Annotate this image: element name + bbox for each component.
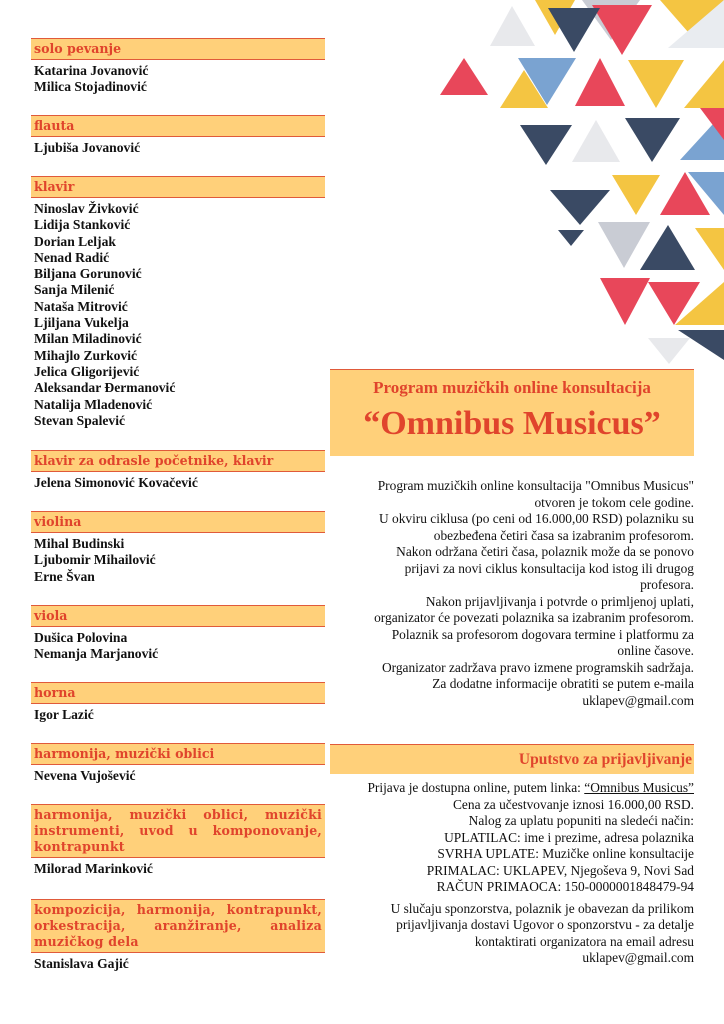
instructions-heading: Uputstvo za prijavljivanje bbox=[330, 744, 694, 774]
category-title: flauta bbox=[31, 115, 325, 137]
teacher-list bbox=[34, 956, 325, 972]
triangle-shape bbox=[598, 222, 650, 268]
instruction-line: RAČUN PRIMAOCA: 150-0000001848479-94 bbox=[436, 879, 694, 894]
instruction-line: Cena za učestvovanje iznosi 16.000,00 RSD. bbox=[453, 796, 694, 812]
teacher-name: Dušica Polovina bbox=[34, 630, 128, 645]
category-title: kompozicija, harmonija, kontrapunkt, orkestracija, aranžiranje, analiza muzičkog dela bbox=[31, 899, 325, 953]
description-line: Nakon prijavljivanja i potvrde o primljenoj uplati, bbox=[425, 593, 694, 609]
description-line: online časove. bbox=[617, 643, 694, 658]
teacher-list bbox=[34, 768, 325, 784]
category-title: solo pevanje bbox=[31, 38, 325, 60]
sponsor-line: U slučaju sponzorstva, polaznik je obavezan da prilikom bbox=[390, 900, 694, 916]
category-section bbox=[31, 899, 325, 972]
triangle-shape bbox=[695, 228, 724, 270]
teacher-list bbox=[34, 63, 325, 96]
teacher-name: Milorad Marinković bbox=[34, 861, 153, 876]
instruction-line: UPLATILAC: ime i prezime, adresa polaznika bbox=[444, 829, 694, 845]
sponsor-line: prijavljivanja dostavi Ugovor o sponzorstvu - za detalje bbox=[396, 917, 694, 932]
teacher-name: Sanja Milenić bbox=[34, 282, 115, 298]
description-line: prijavi za novi ciklus konsultacija kod istog ili drugog bbox=[404, 560, 694, 576]
description-line: otvoren je tokom cele godine. bbox=[534, 494, 694, 510]
triangle-shape bbox=[440, 58, 488, 95]
teacher-name: Mihajlo Zurković bbox=[34, 347, 138, 363]
description-line: Polaznik sa profesorom dogovara termine i platformu za bbox=[391, 626, 694, 642]
description-line: U okviru ciklusa (po ceni od 16.000,00 RSD) polazniku su bbox=[378, 511, 694, 526]
teacher-name: Nevena Vujošević bbox=[34, 768, 136, 783]
instruction-line: SVRHA UPLATE: Muzičke online konsultacije bbox=[437, 846, 694, 861]
teacher-name: Igor Lazić bbox=[34, 707, 94, 722]
teacher-name: Biljana Gorunović bbox=[34, 266, 142, 282]
teacher-name: Lidija Stanković bbox=[34, 217, 131, 233]
contact-email[interactable]: uklapev@gmail.com bbox=[582, 692, 694, 708]
category-section bbox=[31, 804, 325, 877]
teacher-name: Nemanja Marjanović bbox=[34, 646, 159, 662]
teacher-list bbox=[34, 140, 325, 156]
program-description bbox=[330, 478, 694, 709]
description-line: Organizator zadržava pravo izmene programskih sadržaja. bbox=[381, 659, 694, 675]
category-section bbox=[31, 176, 325, 429]
category-section bbox=[31, 450, 325, 491]
program-title: “Omnibus Musicus” bbox=[363, 405, 661, 442]
teacher-list bbox=[34, 630, 325, 663]
description-line: obezbeđena četiri časa sa izabranim profesorom. bbox=[433, 527, 694, 543]
teacher-name: Erne Švan bbox=[34, 568, 95, 584]
category-title: harmonija, muzički oblici, muzički instrumenti, uvod u komponovanje, kontrapunkt bbox=[31, 804, 325, 858]
teacher-name: Aleksandar Đermanović bbox=[34, 380, 176, 396]
triangle-shape bbox=[628, 60, 684, 108]
category-section bbox=[31, 682, 325, 723]
teacher-name: Stanislava Gajić bbox=[34, 956, 129, 971]
teacher-name: Ninoslav Živković bbox=[34, 201, 139, 216]
triangle-shape bbox=[550, 190, 610, 225]
category-title: klavir za odrasle početnike, klavir bbox=[31, 450, 325, 472]
category-title: horna bbox=[31, 682, 325, 704]
sponsor-line: kontaktirati organizatora na email adresu bbox=[474, 933, 694, 949]
teacher-list bbox=[34, 536, 325, 585]
instruction-line: Nalog za uplatu popuniti na sledeći način: bbox=[468, 813, 694, 828]
teacher-name: Dorian Leljak bbox=[34, 233, 116, 249]
teacher-name: Nataša Mitrović bbox=[34, 298, 128, 314]
category-section bbox=[31, 38, 325, 96]
contact-email[interactable]: uklapev@gmail.com bbox=[582, 950, 694, 965]
instruction-line: PRIMALAC: UKLAPEV, Njegoševa 9, Novi Sad bbox=[426, 862, 694, 878]
teacher-name: Stevan Spalević bbox=[34, 412, 126, 428]
instructions-link-line bbox=[330, 780, 694, 797]
description-line: profesora. bbox=[640, 577, 694, 592]
category-section bbox=[31, 511, 325, 585]
registration-link[interactable]: “Omnibus Musicus” bbox=[584, 780, 694, 795]
category-section bbox=[31, 115, 325, 156]
teacher-list bbox=[34, 475, 325, 491]
category-title: harmonija, muzički oblici bbox=[31, 743, 325, 765]
triangle-shape bbox=[684, 60, 724, 108]
teacher-name: Milan Miladinović bbox=[34, 331, 142, 347]
triangle-shape bbox=[625, 118, 680, 162]
triangle-shape bbox=[612, 175, 660, 215]
teacher-name: Nenad Radić bbox=[34, 249, 110, 265]
teacher-name: Jelica Gligorijević bbox=[34, 363, 140, 379]
teacher-list bbox=[34, 707, 325, 723]
triangle-shape bbox=[640, 225, 695, 270]
triangle-shape bbox=[678, 330, 724, 360]
category-section bbox=[31, 743, 325, 784]
category-title: viola bbox=[31, 605, 325, 627]
triangle-shape bbox=[558, 230, 584, 246]
triangle-shape bbox=[592, 5, 652, 55]
triangle-shape bbox=[572, 120, 620, 162]
teacher-name: Ljubiša Jovanović bbox=[34, 140, 141, 155]
category-section bbox=[31, 605, 325, 663]
program-subtitle: Program muzičkih online konsultacija bbox=[373, 378, 651, 397]
program-title-box bbox=[330, 369, 694, 456]
category-title: klavir bbox=[31, 176, 325, 198]
description-line: Nakon održana četiri časa, polaznik može da se ponovo bbox=[396, 544, 694, 559]
description-line: organizator će povezati polaznika sa izabranim profesorom. bbox=[374, 610, 694, 625]
teacher-name: Milica Stojadinović bbox=[34, 79, 147, 95]
link-intro: Prijava je dostupna online, putem linka: bbox=[367, 780, 585, 795]
triangle-shape bbox=[600, 278, 650, 325]
triangle-shape bbox=[648, 338, 690, 364]
teacher-list bbox=[34, 201, 325, 429]
teacher-name: Mihal Budinski bbox=[34, 536, 125, 551]
triangle-shape bbox=[490, 6, 535, 46]
teacher-name: Katarina Jovanović bbox=[34, 63, 149, 78]
teacher-list bbox=[34, 861, 325, 877]
instructions-body bbox=[330, 780, 694, 967]
triangle-shape bbox=[520, 125, 572, 165]
description-line: Za dodatne informacije obratiti se putem e-maila bbox=[432, 676, 694, 691]
teacher-name: Ljiljana Vukelja bbox=[34, 315, 129, 331]
triangle-shape bbox=[575, 58, 625, 106]
description-line: Program muzičkih online konsultacija "Omnibus Musicus" bbox=[377, 478, 694, 493]
category-title: violina bbox=[31, 511, 325, 533]
teacher-name: Jelena Simonović Kovačević bbox=[34, 475, 198, 490]
teacher-name: Ljubomir Mihailović bbox=[34, 552, 156, 568]
teacher-name: Natalija Mladenović bbox=[34, 396, 153, 412]
